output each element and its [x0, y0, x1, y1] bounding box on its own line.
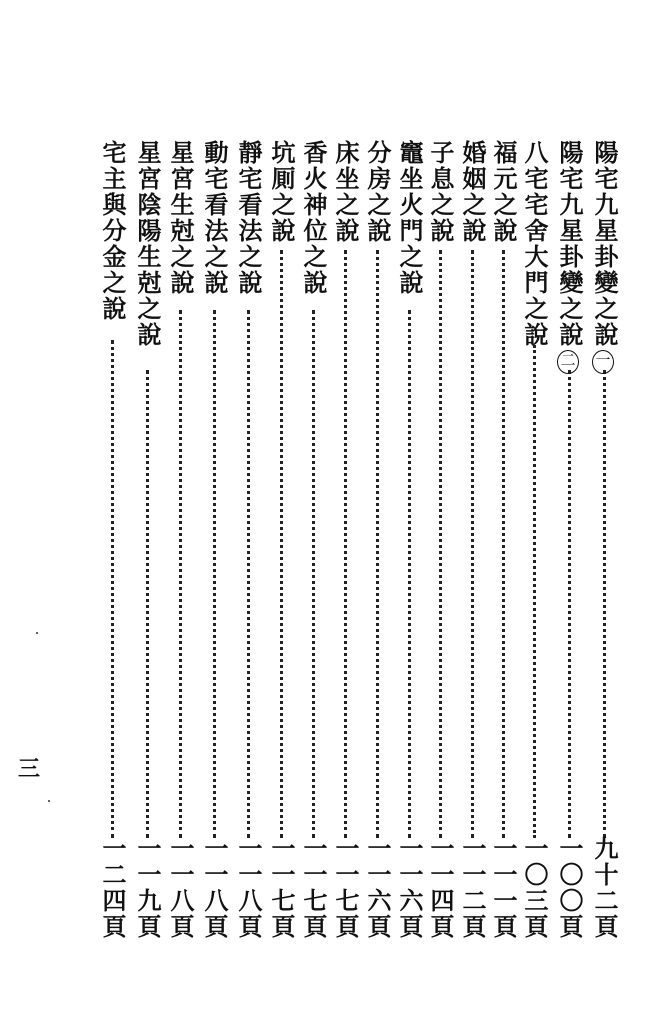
entry-page: [518, 836, 550, 940]
paper-speck: [36, 632, 38, 634]
entry-page: [232, 836, 264, 940]
toc-entry: [198, 140, 230, 940]
entry-title: 床坐之說: [331, 140, 360, 244]
entry-title: 竈坐火門之說: [395, 140, 424, 296]
ordinal-marker: [557, 344, 579, 374]
dot-leader: [111, 340, 114, 838]
dot-leader: [179, 310, 182, 838]
page-number: 一一六頁: [363, 836, 392, 940]
dot-leader: [568, 370, 571, 838]
page-number: 一一四頁: [426, 836, 455, 940]
dot-leader: [502, 250, 505, 838]
dot-leader: [280, 250, 283, 838]
dot-leader: [471, 250, 474, 838]
page-number: 一一八頁: [234, 836, 263, 940]
dot-leader: [344, 250, 347, 838]
toc-entry: [131, 140, 163, 940]
entry-title: 靜宅看法之說: [234, 140, 263, 296]
entry-page: [131, 836, 163, 940]
entry-page: [361, 836, 393, 940]
dot-leader: [603, 370, 606, 838]
entry-title: 婚姻之說: [458, 140, 487, 244]
entry-title: 宅主與分金之說: [98, 140, 127, 322]
toc-entry: [588, 140, 620, 940]
entry-title: 香火神位之說: [299, 140, 328, 296]
page-number: 一一一頁: [489, 836, 518, 940]
dot-leader: [439, 250, 442, 838]
entry-title: 分房之說: [363, 140, 392, 244]
entry-page: [456, 836, 488, 940]
page-number: 一一七頁: [331, 836, 360, 940]
entry-title: 子息之說: [426, 140, 455, 244]
dot-leader: [533, 345, 536, 838]
entry-title: 星宮生尅之說: [166, 140, 195, 296]
entry-page: [96, 836, 128, 940]
dot-leader: [312, 310, 315, 838]
page-number: 一〇〇頁: [555, 836, 584, 940]
dot-leader: [247, 310, 250, 838]
entry-page: [393, 836, 425, 940]
toc-entry: [553, 140, 585, 940]
entry-title: 坑厠之說: [267, 140, 296, 244]
toc-entry: [361, 140, 393, 940]
page-number: 一〇三頁: [520, 836, 549, 940]
entry-title: 陽宅九星卦變之說: [590, 140, 619, 348]
toc-entry: [424, 140, 456, 940]
entry-page: [297, 836, 329, 940]
page-number: 一一九頁: [133, 836, 162, 940]
page-number: 一一八頁: [166, 836, 195, 940]
toc-entry: [487, 140, 519, 940]
page-number: 九十二頁: [590, 836, 619, 940]
page-number: 一二四頁: [98, 836, 127, 940]
toc-entry: [164, 140, 196, 940]
toc-entry: [297, 140, 329, 940]
page-number: 一一七頁: [267, 836, 296, 940]
entry-title: 星宮陰陽生尅之說: [133, 140, 162, 348]
ordinal-marker: [592, 344, 614, 374]
entry-title: 動宅看法之說: [200, 140, 229, 296]
ordinal-number: 二: [557, 350, 579, 374]
ordinal-number: 一: [592, 350, 614, 374]
page-number: 一一二頁: [458, 836, 487, 940]
toc-entry: [393, 140, 425, 940]
dot-leader: [376, 250, 379, 838]
page-number: 一一七頁: [299, 836, 328, 940]
entry-page: [588, 836, 620, 940]
entry-page: [424, 836, 456, 940]
dot-leader: [408, 310, 411, 838]
toc-entry: [329, 140, 361, 940]
dot-leader: [146, 370, 149, 838]
dot-leader: [213, 310, 216, 838]
toc-entry: [456, 140, 488, 940]
page-number: 一一八頁: [200, 836, 229, 940]
toc-entry: [265, 140, 297, 940]
entry-page: [329, 836, 361, 940]
entry-title: 八宅宅舍大門之說: [520, 140, 549, 348]
entry-page: [553, 836, 585, 940]
paper-speck: [48, 800, 50, 802]
entry-page: [265, 836, 297, 940]
entry-page: [198, 836, 230, 940]
toc-entry: [232, 140, 264, 940]
toc-entry: [518, 140, 550, 940]
entry-title: 福元之說: [489, 140, 518, 244]
page-folio: 三: [18, 756, 41, 782]
page-number: 一一六頁: [395, 836, 424, 940]
entry-title: 陽宅九星卦變之說: [555, 140, 584, 348]
entry-page: [487, 836, 519, 940]
entry-page: [164, 836, 196, 940]
toc-entry: [96, 140, 128, 940]
